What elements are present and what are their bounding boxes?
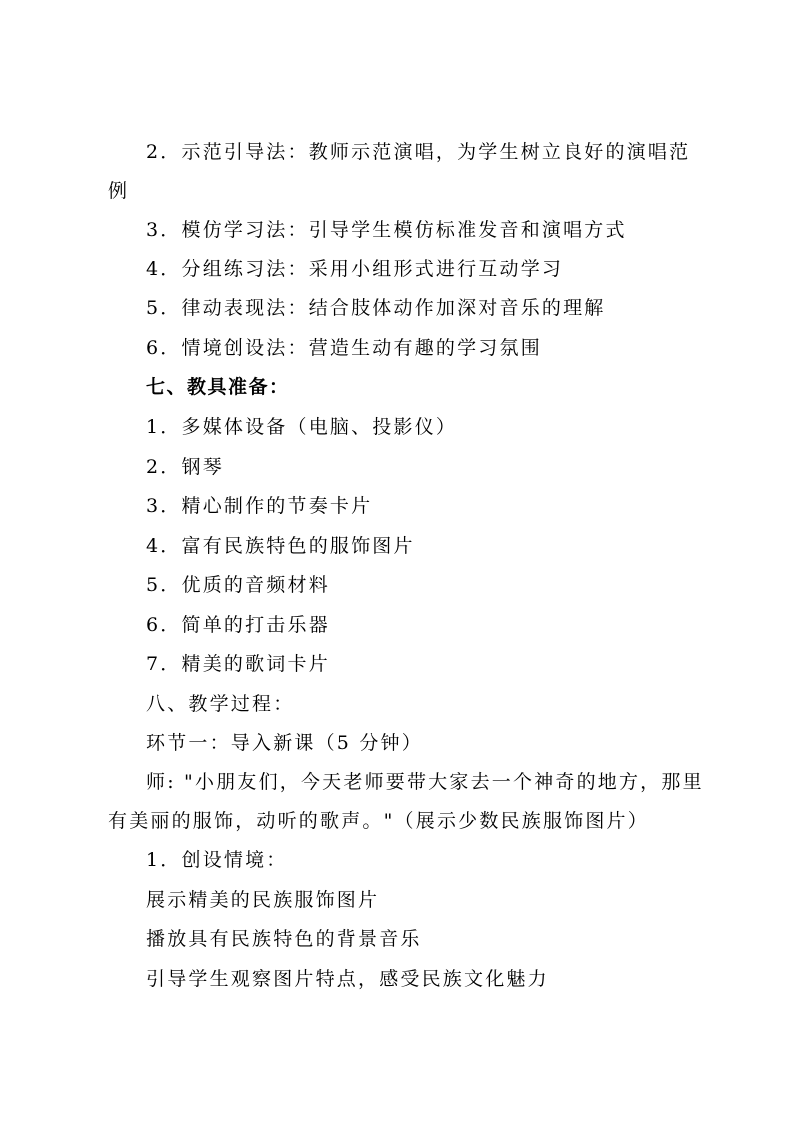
step-1-item-3: 引导学生观察图片特点，感受民族文化魅力: [146, 968, 549, 990]
equipment-item-2: 2．钢琴: [146, 456, 224, 478]
section-8-heading: 八、教学过程：: [146, 693, 295, 715]
method-item-2-continued: 例: [108, 180, 130, 202]
equipment-item-1: 1．多媒体设备（电脑、投影仪）: [146, 416, 458, 438]
step-1-item-1: 展示精美的民族服饰图片: [146, 889, 380, 911]
method-item-2: 2．示范引导法：教师示范演唱，为学生树立良好的演唱范: [146, 141, 691, 163]
stage-1-title: 环节一：导入新课（5 分钟）: [146, 732, 423, 754]
equipment-item-3: 3．精心制作的节奏卡片: [146, 495, 373, 517]
equipment-item-5: 5．优质的音频材料: [146, 574, 330, 596]
method-item-6: 6．情境创设法：营造生动有趣的学习氛围: [146, 337, 542, 359]
method-item-3: 3．模仿学习法：引导学生模仿标准发音和演唱方式: [146, 219, 627, 241]
equipment-item-7: 7．精美的歌词卡片: [146, 653, 330, 675]
section-7-heading: 七、教具准备：: [146, 376, 290, 398]
teacher-speech-line-2: 有美丽的服饰，动听的歌声。"（展示少数民族服饰图片）: [108, 810, 649, 832]
method-item-5: 5．律动表现法：结合肢体动作加深对音乐的理解: [146, 297, 606, 319]
equipment-item-4: 4．富有民族特色的服饰图片: [146, 535, 415, 557]
step-1-title: 1．创设情境：: [146, 849, 288, 871]
method-item-4: 4．分组练习法：采用小组形式进行互动学习: [146, 258, 564, 280]
equipment-item-6: 6．简单的打击乐器: [146, 614, 330, 636]
teacher-speech-line-1: 师: "小朋友们，今天老师要带大家去一个神奇的地方，那里: [146, 771, 704, 793]
step-1-item-2: 播放具有民族特色的背景音乐: [146, 928, 422, 950]
